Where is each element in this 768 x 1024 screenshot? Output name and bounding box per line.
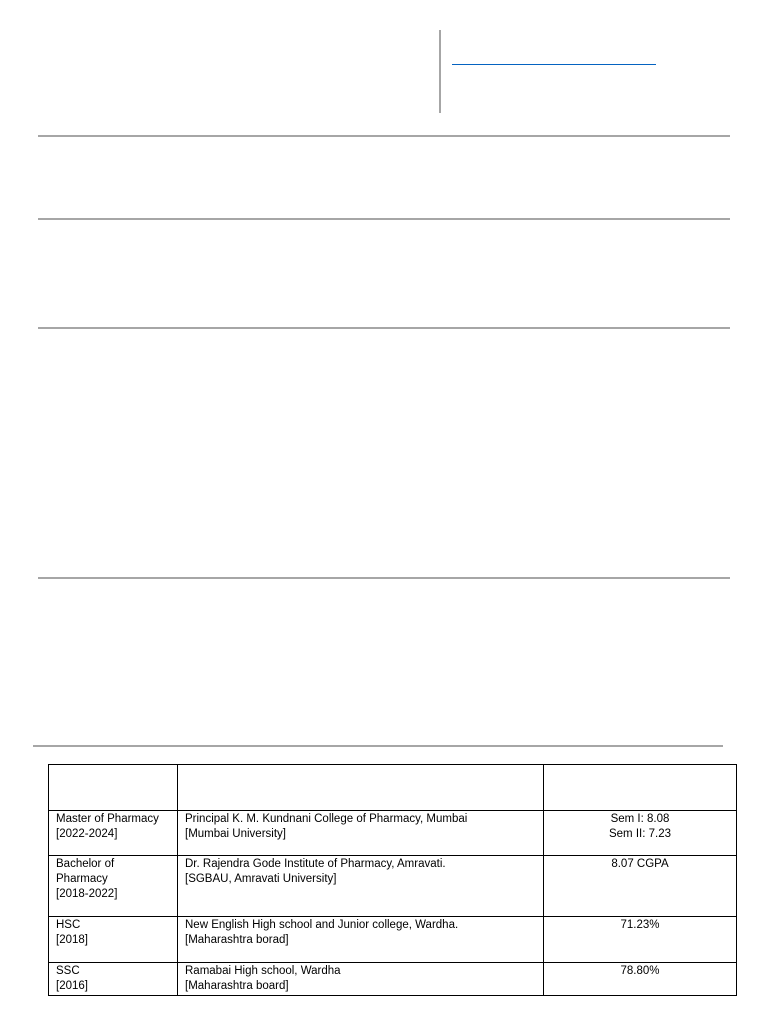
institute-university: [Mumbai University] [185, 828, 286, 840]
institute-cell [178, 917, 544, 963]
section-divider [38, 218, 730, 220]
score-text: 71.23% [620, 919, 660, 931]
institute-cell [178, 811, 544, 856]
institute-university: [SGBAU, Amravati University] [185, 873, 337, 885]
degree-years: [2016] [56, 980, 88, 992]
section-divider [38, 577, 730, 579]
score-text: Sem I: 8.08 [610, 813, 670, 825]
degree-cell [49, 811, 178, 856]
email-link[interactable] [452, 50, 656, 65]
degree-text: Bachelor of [56, 858, 115, 870]
institute-cell [178, 963, 544, 996]
degree-text: HSC [56, 919, 81, 931]
section-divider [33, 745, 723, 747]
institute-board: [Maharashtra borad] [185, 934, 289, 946]
score-cell [544, 856, 737, 917]
degree-text: SSC [56, 965, 80, 977]
degree-cell [49, 856, 178, 917]
education-table [48, 764, 737, 996]
table-header-row [49, 765, 737, 811]
degree-cell [49, 917, 178, 963]
institute-name: Principal K. M. Kundnani College of Pharmacy, Mumbai [185, 813, 468, 825]
score-text: 78.80% [620, 965, 660, 977]
score-cell [544, 811, 737, 856]
degree-years: [2018] [56, 934, 88, 946]
section-divider [38, 327, 730, 329]
header-cell [49, 765, 178, 811]
table-row [49, 856, 737, 917]
score-text: 8.07 CGPA [611, 858, 669, 870]
degree-cell [49, 963, 178, 996]
degree-years: [2022-2024] [56, 828, 118, 840]
score-text: Sem II: 7.23 [608, 828, 671, 840]
institute-name: New English High school and Junior college, Wardha. [185, 919, 459, 931]
degree-text: Pharmacy [56, 873, 108, 885]
table-row [49, 811, 737, 856]
institute-board: [Maharashtra board] [185, 980, 289, 992]
score-cell [544, 963, 737, 996]
degree-text: Master of Pharmacy [56, 813, 159, 825]
score-cell [544, 917, 737, 963]
header-cell [544, 765, 737, 811]
degree-years: [2018-2022] [56, 888, 118, 900]
section-divider [38, 135, 730, 137]
institute-name: Dr. Rajendra Gode Institute of Pharmacy, Amravati. [185, 858, 446, 870]
institute-name: Ramabai High school, Wardha [185, 965, 341, 977]
header-cell [178, 765, 544, 811]
header-divider [439, 30, 441, 113]
table-row [49, 917, 737, 963]
table-row [49, 963, 737, 996]
institute-cell [178, 856, 544, 917]
